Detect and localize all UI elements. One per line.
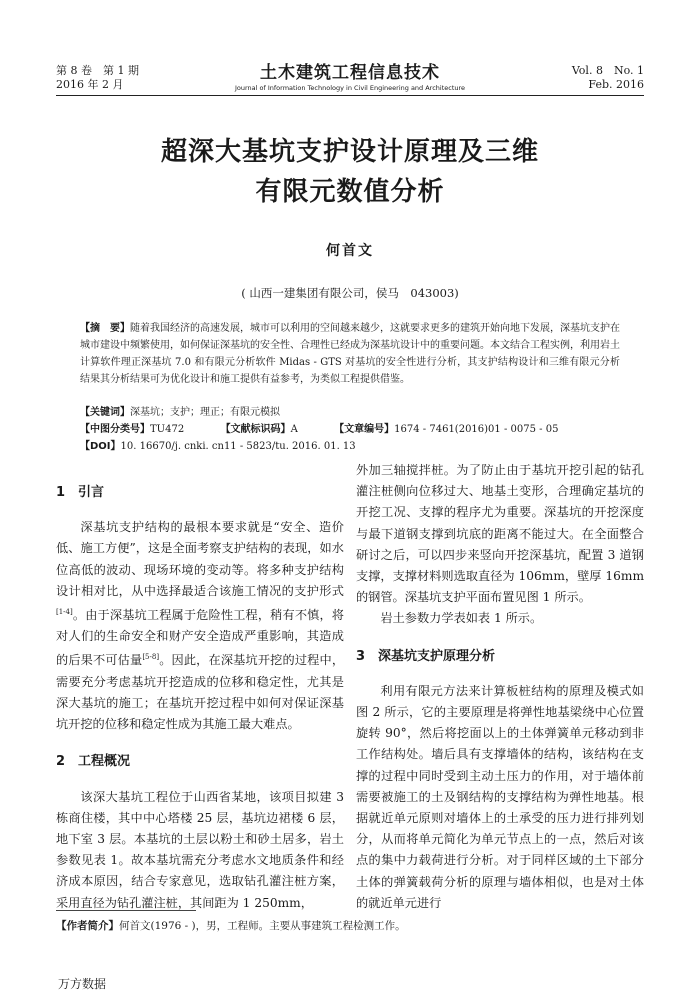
section-2-paragraph: 该深大基坑工程位于山西省某地，该项目拟建 3 栋商住楼，其中中心塔楼 25 层，基坑边裙楼 6 层，地下室 3 层。本基坑的土层以粉土和砂土居多，岩土参数见表 1。故本基坑需充分考虑水文地质条件和经济成本原因，结合专家意见，选取钻孔灌注桩方案，采用直径为钻孔灌注桩，其间距为 1 250mm， xyxy=(56,789,344,910)
journal-title-en: Journal of Information Technology in Civil Engineering and Architecture xyxy=(234,84,466,92)
header-volume-en xyxy=(572,64,644,92)
article-no-value: 1674 - 7461(2016)01 - 0075 - 05 xyxy=(394,424,559,435)
journal-title: 土木建筑工程信息技术 xyxy=(260,63,440,83)
abstract xyxy=(80,320,620,388)
title-line-1: 超深大基坑支护设计原理及三维 xyxy=(160,137,539,167)
section-3-heading: 3 深基坑支护原理分析 xyxy=(356,648,496,664)
clc-value: TU472 xyxy=(150,424,185,435)
left-column xyxy=(56,466,344,914)
continued-paragraph: 外加三轴搅拌桩。为了防止由于基坑开挖引起的钻孔灌注桩侧向位移过大、地基土变形，合理确定基坑的开挖工况、支撑的程序尤为重要。深基坑的开挖深度与最下道钢支撑到坑底的距离不能过大。在全面整合研讨之后，可以四步来竖向开挖深基坑，配置 3 道钢支撑，支撑材料则选取直径为 106mm，壁厚 16mm 的钢管。深基坑支护平面布置见图 1 所示。 xyxy=(356,463,644,605)
footnote-rule xyxy=(56,910,196,911)
section-1-text-c: 。因此，在深基坑开挖的过程中，需要充分考虑基坑开挖造成的位移和稳定性，尤其是深大基坑的施工；在基坑开挖过程中如何对保证深基坑开挖的位移和稳定性成为其施工最大难点。 xyxy=(56,653,345,732)
footnote-text: 何首文(1976 - )，男，工程师。主要从事建筑工程检测工作。 xyxy=(119,920,406,932)
clc-label: 【中图分类号】 xyxy=(80,424,150,435)
section-2-heading: 2 工程概况 xyxy=(56,754,131,770)
table-reference-paragraph: 岩土参数力学表如表 1 所示。 xyxy=(380,611,543,626)
title-line-2: 有限元数值分析 xyxy=(255,177,445,207)
section-1-text-b: 。由于深基坑工程属于危险性工程，稍有不慎，将对人们的生命安全和财产安全造成严重影响，其造成的后果不可估量 xyxy=(56,608,344,668)
issue-date-en: Feb. 2016 xyxy=(588,78,644,91)
wanfang-watermark: 万方数据 xyxy=(58,977,107,991)
right-column xyxy=(356,460,644,914)
affiliation: ( 山西一建集团有限公司，侯马 043003) xyxy=(241,286,459,300)
section-1-heading: 1 引言 xyxy=(56,485,105,500)
footnote-label: 【作者简介】 xyxy=(56,920,119,932)
volume-issue-en: Vol. 8 No. 1 xyxy=(571,64,644,77)
keywords-label: 【关键词】 xyxy=(80,407,130,418)
article-no-label: 【文章编号】 xyxy=(334,424,395,435)
doc-code-label: 【文献标识码】 xyxy=(220,424,291,435)
issue-date: 2016 年 2 月 xyxy=(56,78,124,91)
doc-code-value: A xyxy=(290,424,298,435)
abstract-text: 随着我国经济的高速发展，城市可以利用的空间越来越少，这就要求更多的建筑开始向地下发展，深基坑支护在城市建设中频繁使用，如何保证深基坑的安全性、合理性已经成为深基坑设计中的重要问题。本文结合工程实例，利用岩土计算软件理正深基坑 7.0 和有限元分析软件 Midas - GTS 对基坑的安全性进行分析，其支护结构设计和三维有限元分析结果其分析结果可为优化设计和施工提供有益参考，为类似工程提供借鉴。 xyxy=(80,323,620,385)
keywords xyxy=(80,404,640,421)
citation-2: [5-8] xyxy=(142,653,160,662)
author-footnote xyxy=(56,918,406,933)
doi-value: 10. 16670/j. cnki. cn11 - 5823/tu. 2016. 01. 13 xyxy=(120,441,356,452)
section-3-paragraph: 利用有限元方法来计算板桩结构的原理及模式如图 2 所示，它的主要原理是将弹性地基梁绕中心位置旋转 90°，然后将挖面以上的土体弹簧单元移动到非工作结构处。墙后具有支撑墙体的结构，该结构在支撑的过程中同时受到主动土压力的作用，对于墙体前需要被施工的土及钢结构的支撑结构为弹性地基。根据就近单元原则对墙体上的土承受的压力进行排列划分，从而将单元简化为单元节点上的一点，然后对该点的集中力载荷进行分析。对于同样区域的土下部分土体的弹簧载荷分析的原理与墙体相似，也是对土体的就近单元进行 xyxy=(356,683,644,910)
keywords-text: 深基坑；支护；理正；有限元模拟 xyxy=(130,407,280,418)
doi-line xyxy=(80,438,640,455)
section-1-paragraph xyxy=(56,517,344,735)
doi-label: 【DOI】 xyxy=(80,441,121,452)
paper-title xyxy=(0,132,700,212)
author-name: 何首文 xyxy=(326,243,374,259)
volume-issue: 第 8 卷 第 1 期 xyxy=(56,64,139,77)
section-1-text-a: 深基坑支护结构的最根本要求就是“安全、造价低、施工方便”，这是全面考察支护结构的表现，如水位高低的波动、现场环境的变动等。将多种支护结构设计相对比，从中选择最适合该施工情况的支护形式 xyxy=(56,520,344,598)
citation-1: [1-4] xyxy=(56,608,73,617)
classification-line xyxy=(80,421,640,438)
abstract-label: 【摘 要】 xyxy=(80,323,130,334)
header-rule xyxy=(56,95,644,96)
